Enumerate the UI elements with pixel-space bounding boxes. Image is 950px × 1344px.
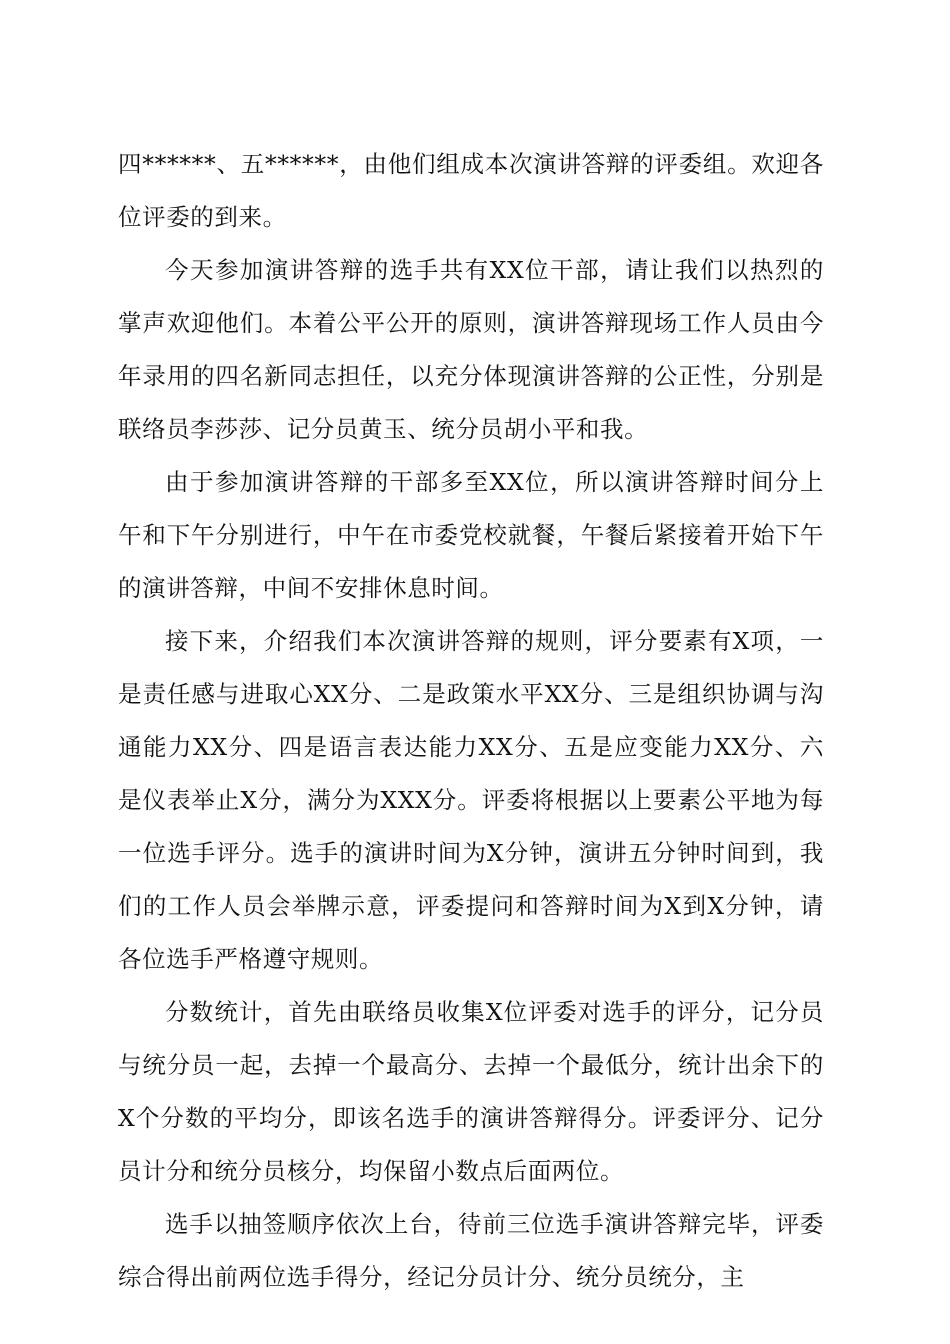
document-body — [118, 138, 824, 1304]
paragraph-rules: 接下来，介绍我们本次演讲答辩的规则，评分要素有X项，一是责任感与进取心XX分、二是政策水平XX分、三是组织协调与沟通能力XX分、四是语言表达能力XX分、五是应变能力XX分、六是仪表举止X分，满分为XXX分。评委将根据以上要素公平地为每一位选手评分。选手的演讲时间为X分钟，演讲五分钟时间到，我们的工作人员会举牌示意，评委提问和答辩时间为X到X分钟，请各位选手严格遵守规则。 — [118, 627, 824, 973]
paragraph-continuation: 四******、五******，由他们组成本次演讲答辩的评委组。欢迎各位评委的到来。 — [118, 150, 824, 231]
paragraph-contestants: 今天参加演讲答辩的选手共有XX位干部，请让我们以热烈的掌声欢迎他们。本着公平公开的原则，演讲答辩现场工作人员由今年录用的四名新同志担任，以充分体现演讲答辩的公正性，分别是联络员李莎莎、记分员黄玉、统分员胡小平和我。 — [118, 256, 824, 443]
paragraph-schedule: 由于参加演讲答辩的干部多至XX位，所以演讲答辩时间分上午和下午分别进行，中午在市委党校就餐，午餐后紧接着开始下午的演讲答辩，中间不安排休息时间。 — [118, 468, 824, 602]
paragraph-scoring: 分数统计，首先由联络员收集X位评委对选手的评分，记分员与统分员一起，去掉一个最高分、去掉一个最低分，统计出余下的X个分数的平均分，即该名选手的演讲答辩得分。评委评分、记分员计分和统分员核分，均保留小数点后面两位。 — [118, 998, 824, 1185]
paragraph-order: 选手以抽签顺序依次上台，待前三位选手演讲答辩完毕，评委综合得出前两位选手得分，经记分员计分、统分员统分，主 — [118, 1210, 824, 1291]
